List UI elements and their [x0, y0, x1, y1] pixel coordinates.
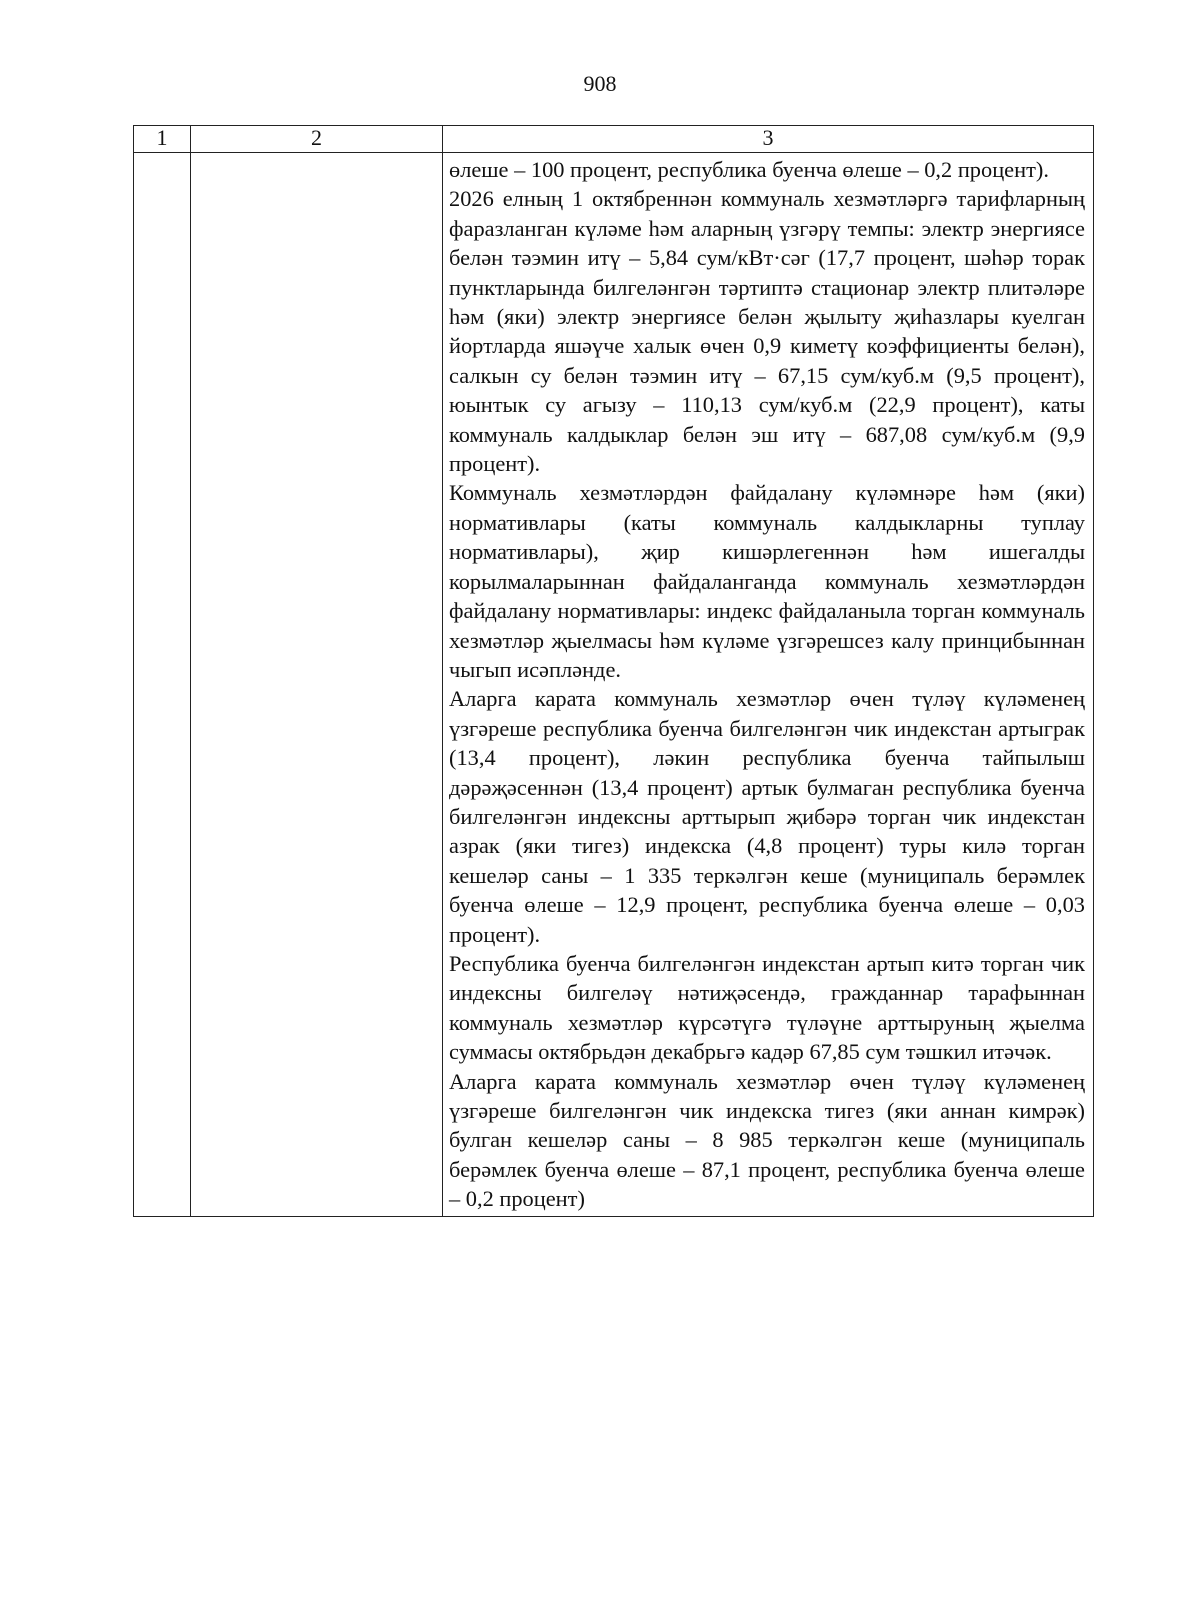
cell-column-2: [191, 153, 443, 1217]
column-header-2: 2: [191, 126, 443, 153]
cell-column-1: [134, 153, 191, 1217]
table-row: [134, 153, 1094, 1217]
paragraph-3: Коммуналь хезмәтләрдән файдалану күләмнәре һәм (яки) нормативлары (каты коммуналь калдыкларны туплау нормативлары), җир кишәрлегеннән һәм ишегалды корылмаларыннан файдаланганда коммуналь хезмәтләрдән файдалану нормативлары: индекс файдаланыла торган коммуналь хезмәтләр җыелмасы һәм күләме үзгәрешсез калу принцибыннан чыгып исәпләнде.: [449, 480, 1085, 682]
document-table: [133, 125, 1094, 1217]
column-header-3: 3: [443, 126, 1094, 153]
paragraph-1: өлеше – 100 процент, республика буенча өлеше – 0,2 процент).: [449, 157, 1049, 182]
paragraph-4: Аларга карата коммуналь хезмәтләр өчен түләү күләменең үзгәреше республика буенча билгеләнгән чик индекстан артыграк (13,4 процент), ләкин республика буенча тайпылыш дәрәҗәсеннән (13,4 процент) артык булмаган республика буенча билгеләнгән индексны арттырып җибәрә торган чик индекстан азрак (яки тигез) индекска (4,8 процент) туры килә торган кешеләр саны – 1 335 теркәлгән кеше (муниципаль берәмлек буенча өлеше – 12,9 процент, республика буенча өлеше – 0,03 процент).: [449, 686, 1085, 947]
table-header-row: [134, 126, 1094, 153]
page-number: 908: [583, 71, 617, 96]
cell-column-3: [443, 153, 1094, 1217]
paragraph-5: Республика буенча билгеләнгән индекстан артып китә торган чик индексны билгеләү нәтиҗәсендә, гражданнар тарафыннан коммуналь хезмәтләр күрсәтүгә түләүне арттыруның җыелма суммасы октябрьдән декабрьгә кадәр 67,85 сум тәшкил итәчәк.: [449, 950, 1085, 1065]
paragraph-6: Аларга карата коммуналь хезмәтләр өчен түләү күләменең үзгәреше билгеләнгән чик индекска тигез (яки аннан кимрәк) булган кешеләр саны – 8 985 теркәлгән кеше (муниципаль берәмлек буенча өлеше – 87,1 процент, республика буенча өлеше – 0,2 процент): [449, 1068, 1085, 1212]
paragraph-2: 2026 елның 1 октябреннән коммуналь хезмәтләргә тарифларның фаразланган күләме һәм аларның үзгәрү темпы: электр энергиясе белән тәэмин итү – 5,84 сум/кВт·сәг (17,7 процент, шәһәр торак пунктларында билгеләнгән тәртиптә стационар электр плитәләре һәм (яки) электр энергиясе белән җылыту җиһазлары куелган йортларда яшәүче халык өчен 0,9 киметү коэффициенты белән), салкын су белән тәэмин итү – 67,15 сум/куб.м (9,5 процент), юынтык су агызу – 110,13 сум/куб.м (22,9 процент), каты коммуналь калдыклар белән эш итү – 687,08 сум/куб.м (9,9 процент).: [449, 186, 1085, 477]
column-header-1: 1: [134, 126, 191, 153]
